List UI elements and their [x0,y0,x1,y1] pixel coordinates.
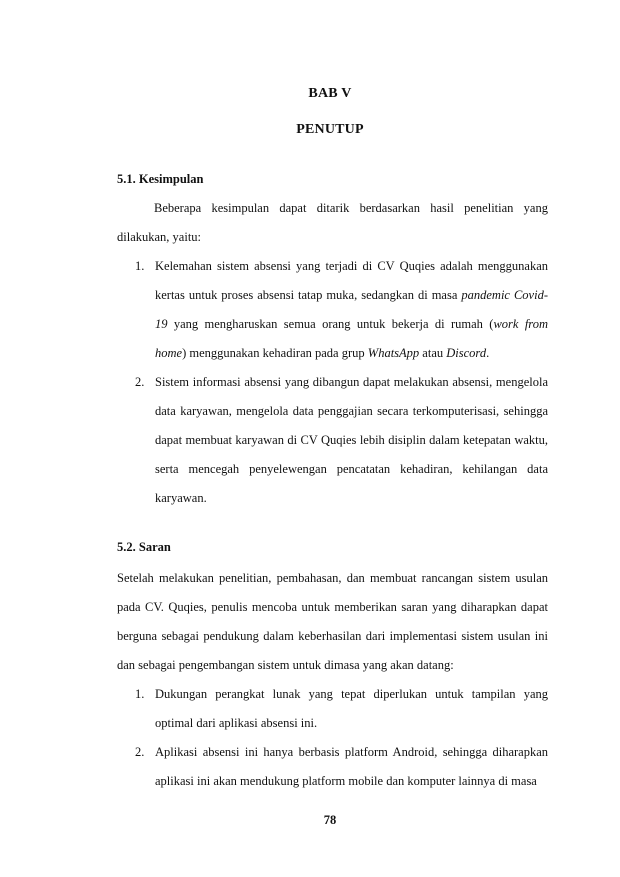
chapter-title: PENUTUP [296,122,364,137]
page-number: 78 [323,813,337,827]
list-item-number: 2. [135,745,145,759]
suggestion-list [117,680,548,796]
list-item: 1. Kelemahan sistem absensi yang terjadi di CV Quqies adalah menggunakan kertas untuk proses absensi tatap muka, sedangkan di masa pandemic Covid-19 yang mengharuskan semua orang untuk bekerja di rumah (work from home) menggunakan kehadiran pada grup WhatsApp atau Discord. [117,252,548,368]
section-heading-kesimpulan: 5.1. Kesimpulan [117,172,204,186]
section-intro-saran: Setelah melakukan penelitian, pembahasan, dan membuat rancangan sistem usulan pada CV. Quqies, penulis mencoba untuk memberikan saran yang diharapkan dapat berguna sebagai pendukung dalam keberhasilan dari implementasi sistem usulan ini dan sebagai pengembangan sistem untuk dimasa yang akan datang: [117,571,548,672]
list-item: 2. Sistem informasi absensi yang dibangun dapat melakukan absensi, mengelola data karyawan, mengelola data penggajian secara terkomputerisasi, sehingga dapat membuat karyawan di CV Quqies lebih disiplin dalam ketepatan waktu, serta mencegah penyelewengan pencatatan kehadiran, kehilangan data karyawan. [117,368,548,513]
list-item-number: 1. [135,687,145,701]
section-heading-saran: 5.2. Saran [117,540,171,554]
conclusion-list [117,252,548,513]
list-item: 1. Dukungan perangkat lunak yang tepat diperlukan untuk tampilan yang optimal dari aplikasi absensi ini. [117,680,548,738]
chapter-number: BAB V [308,86,352,101]
list-item-number: 1. [135,259,145,273]
section-intro-kesimpulan: Beberapa kesimpulan dapat ditarik berdasarkan hasil penelitian yang dilakukan, yaitu: [117,201,548,244]
list-item-number: 2. [135,375,145,389]
list-item: 2. Aplikasi absensi ini hanya berbasis platform Android, sehingga diharapkan aplikasi ini akan mendukung platform mobile dan komputer lainnya di masa [117,738,548,796]
